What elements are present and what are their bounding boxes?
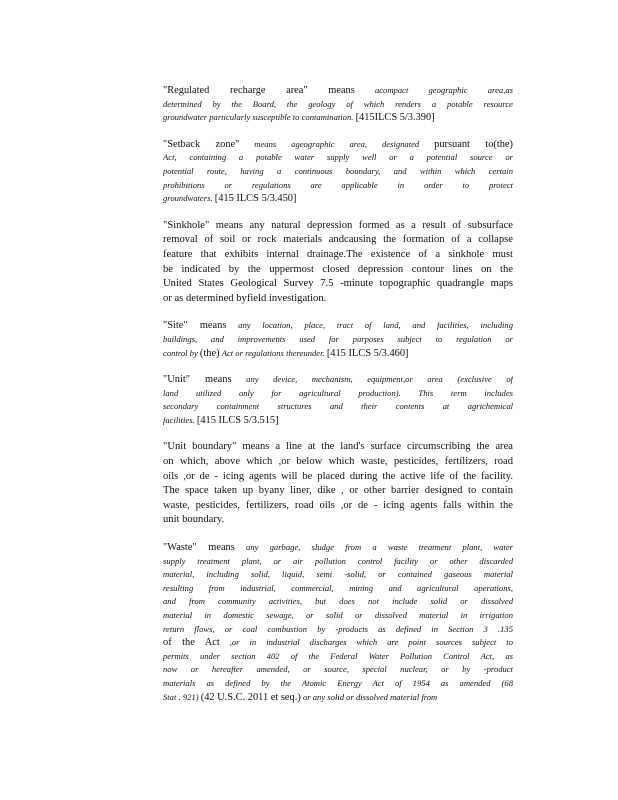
text-run: facilities. bbox=[163, 414, 195, 425]
text-run: (42 U.S.C. 2011 et seq.) bbox=[200, 691, 301, 703]
text-run: or as determined byfield investigation. bbox=[163, 292, 327, 304]
text-run: be indicated by the uppermost closed depression contour lines on the bbox=[163, 263, 513, 275]
text-run: of the Act bbox=[163, 637, 220, 649]
definition-line bbox=[163, 219, 513, 234]
definition-line bbox=[163, 387, 513, 401]
definition-line bbox=[163, 568, 513, 582]
definition-line bbox=[163, 595, 513, 609]
text-run: [415 ILCS 5/3.515] bbox=[196, 414, 279, 426]
text-run: resulting from industrial, commercial, mining and agricultural operations, bbox=[163, 582, 513, 593]
text-run: [415 ILCS 5/3.450] bbox=[214, 193, 297, 205]
text-run: United States Geological Survey 7.5 -minute topographic quadrangle maps bbox=[163, 278, 513, 290]
text-run: "Sinkhole" means any natural depression formed as a result of subsurface bbox=[163, 219, 513, 231]
definition-line bbox=[163, 636, 513, 650]
text-run: "Setback zone" bbox=[163, 138, 240, 150]
definition-site bbox=[163, 319, 513, 360]
text-run: groundwaters. bbox=[163, 193, 213, 204]
definition-line bbox=[163, 470, 513, 485]
definition-line bbox=[163, 84, 513, 98]
text-run: removal of soil or rock materials andcausing the formation of a collapse bbox=[163, 234, 513, 246]
text-run: buildings, and improvements used for purposes subject to regulation or bbox=[163, 333, 513, 344]
text-run: ,or in industrial discharges which are point sources subject to bbox=[229, 637, 513, 648]
definition-unit-boundary bbox=[163, 440, 513, 528]
text-run: or any solid or dissolved material from bbox=[302, 691, 438, 702]
definition-line bbox=[163, 319, 513, 333]
definition-line bbox=[163, 248, 513, 263]
definition-line bbox=[163, 440, 513, 455]
text-run: "Site" means bbox=[163, 320, 227, 332]
definition-line bbox=[163, 233, 513, 248]
definition-line bbox=[163, 192, 513, 206]
text-run: (the) bbox=[199, 347, 220, 359]
text-run: feature that exhibits internal drainage.The existence of a sinkhole must bbox=[163, 248, 513, 260]
definition-line bbox=[163, 663, 513, 677]
definition-line bbox=[163, 455, 513, 470]
definition-line bbox=[163, 513, 513, 528]
text-run: potential route, having a continuous boundary, and within which certain bbox=[163, 165, 513, 176]
definition-line bbox=[163, 677, 513, 691]
text-run: material, including solid, liquid, semi -solid, or contained gaseous material bbox=[163, 569, 513, 580]
definition-line bbox=[163, 373, 513, 387]
text-run: acompact geographic area,as bbox=[374, 85, 513, 95]
text-run: now or hereafter amended, or source, special nuclear, or by -product bbox=[163, 664, 513, 675]
definition-line bbox=[163, 609, 513, 623]
text-run: "Unit boundary" means a line at the land's surface circumscribing the area bbox=[163, 441, 513, 453]
definition-line bbox=[163, 179, 513, 193]
text-run: any garbage, sludge from a waste treatment plant, water bbox=[246, 542, 513, 553]
text-run: any device, mechanism, equipment,or area (exclusive of bbox=[246, 374, 513, 385]
definition-waste bbox=[163, 541, 513, 704]
text-run: means ageographic area, designated bbox=[254, 138, 420, 149]
text-run: permits under section 402 of the Federal Water Pollution Control Act, as bbox=[163, 650, 513, 661]
definition-line bbox=[163, 582, 513, 596]
definition-line bbox=[163, 484, 513, 499]
text-run: control by bbox=[163, 347, 198, 358]
definition-line bbox=[163, 414, 513, 428]
definition-unit bbox=[163, 373, 513, 427]
text-run: unit boundary. bbox=[163, 514, 225, 526]
definition-line bbox=[163, 650, 513, 664]
text-run: waste, pesticides, fertilizers, road oils ,or de - icing agents falls within the bbox=[163, 499, 513, 511]
text-run: land utilized only for agricultural production). This term includes bbox=[163, 387, 513, 398]
text-run: oils ,or de - icing agents will be placed during the active life of the facility. bbox=[163, 470, 513, 482]
text-run: pursuant to(the) bbox=[434, 138, 513, 150]
text-run: materials as defined by the Atomic Energy Act of 1954 as amended (68 bbox=[163, 677, 513, 688]
definition-line bbox=[163, 292, 513, 307]
definitions-list bbox=[163, 84, 513, 717]
definition-line bbox=[163, 263, 513, 278]
text-run: on which, above which ,or below which waste, pesticides, fertilizers, road bbox=[163, 456, 513, 468]
text-run: [415 ILCS 5/3.460] bbox=[326, 347, 409, 359]
definition-line bbox=[163, 165, 513, 179]
text-run: secondary containment structures and their contents at agrichemical bbox=[163, 401, 513, 412]
definition-line bbox=[163, 499, 513, 514]
text-run: Stat . 921) bbox=[163, 691, 199, 702]
text-run: any location, place, tract of land, and facilities, including bbox=[238, 320, 513, 331]
text-run: material in domestic sewage, or solid or dissolved material in irrigation bbox=[163, 610, 513, 620]
definition-line bbox=[163, 151, 513, 165]
text-run: return flows, or coal combustion by -products as defined in Section 3 .135 bbox=[163, 623, 513, 634]
text-run: "Unit" means bbox=[163, 374, 232, 386]
definition-regulated-recharge-area bbox=[163, 84, 513, 125]
text-run: "Waste" means bbox=[163, 542, 235, 554]
definition-line bbox=[163, 541, 513, 555]
definition-line bbox=[163, 400, 513, 414]
definition-line bbox=[163, 555, 513, 569]
text-run: prohibitions or regulations are applicable in order to protect bbox=[163, 179, 513, 190]
text-run: and from community activities, but does not include solid or dissolved bbox=[163, 596, 513, 607]
definition-line bbox=[163, 138, 513, 152]
text-run: determined by the Board, the geology of which renders a potable resource bbox=[163, 98, 513, 109]
text-run: supply treatment plant, or air pollution control facility or other discarded bbox=[163, 555, 513, 566]
text-run: The space taken up byany liner, dike , or other barrier designed to contain bbox=[163, 485, 513, 497]
definition-sinkhole bbox=[163, 219, 513, 307]
definition-line bbox=[163, 623, 513, 637]
definition-line bbox=[163, 111, 513, 125]
text-run: [415ILCS 5/3.390] bbox=[355, 112, 435, 124]
definition-line bbox=[163, 333, 513, 347]
text-run: Act, containing a potable water supply well or a potential source or bbox=[163, 152, 513, 163]
definition-line bbox=[163, 347, 513, 361]
definition-setback-zone bbox=[163, 138, 513, 206]
definition-line bbox=[163, 98, 513, 112]
text-run: groundwater particularly susceptible to contamination. bbox=[163, 112, 354, 123]
definition-line bbox=[163, 277, 513, 292]
text-run: Act or regulations thereunder. bbox=[221, 347, 325, 358]
text-run: "Regulated recharge area" means bbox=[163, 85, 355, 96]
definition-line bbox=[163, 691, 513, 705]
